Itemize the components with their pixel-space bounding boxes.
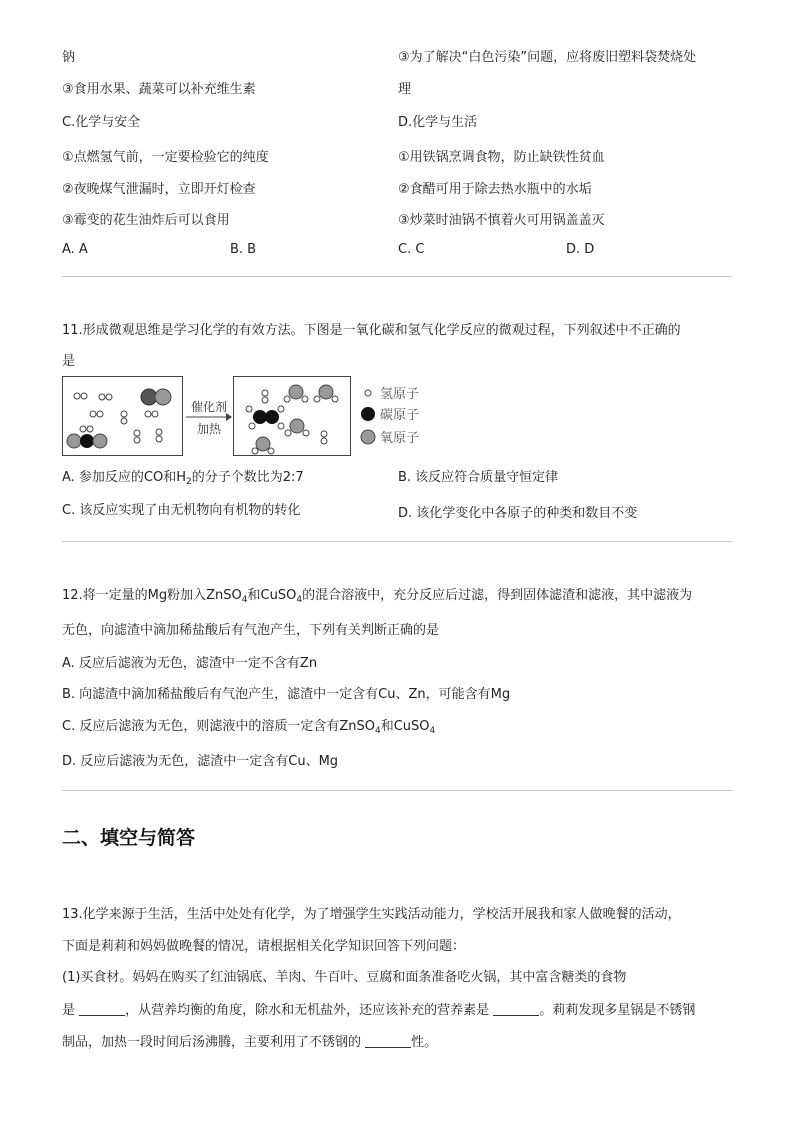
q13-line3: (1)买食材。妈妈在购买了红油锅底、羊肉、牛百叶、豆腐和面条准备吃火锅，其中富含糖类的食物 xyxy=(62,970,627,985)
q12-stem-part: 的混合溶液中，充分反应后过滤，得到固体滤渣和滤液，其中滤液为 xyxy=(302,588,693,603)
choice-d[interactable]: D. D xyxy=(566,242,595,257)
q13-line1: 13.化学来源于生活，生活中处处有化学，为了增强学生实践活动能力，学校活开展我和家人做晚餐的活动， xyxy=(62,907,681,922)
option-a-tail: 钠 xyxy=(62,50,76,65)
q12-choice-b[interactable]: B. 向滤渣中滴加稀盐酸后有气泡产生，滤渣中一定含有Cu、Zn，可能含有Mg xyxy=(62,687,511,702)
answer-blank[interactable] xyxy=(493,1003,539,1016)
q12-choice-c-text: C. 反应后滤液为无色，则滤液中的溶质一定含有ZnSO xyxy=(62,719,375,734)
q12-choice-c-text: 和CuSO xyxy=(380,719,430,734)
option-b-item3-tail: 理 xyxy=(398,82,412,97)
legend-oxygen: 氧原子 xyxy=(380,431,420,446)
q12-choice-a[interactable]: A. 反应后滤液为无色，滤渣中一定不含有Zn xyxy=(62,656,318,671)
option-c-title: C.化学与安全 xyxy=(62,115,141,130)
divider xyxy=(62,790,732,791)
subscript: 4 xyxy=(296,595,303,605)
option-c-item3: ③霉变的花生油炸后可以食用 xyxy=(62,213,230,228)
q12-choice-d[interactable]: D. 反应后滤液为无色，滤渣中一定含有Cu、Mg xyxy=(62,754,339,769)
q13-text: 是 xyxy=(62,1003,76,1018)
divider xyxy=(62,541,732,542)
q13-line4 xyxy=(62,999,695,1018)
option-c-item1: ①点燃氢气前，一定要检验它的纯度 xyxy=(62,150,269,165)
option-d-item3: ③炒菜时油锅不慎着火可用锅盖盖灭 xyxy=(398,213,605,228)
q11-stem-line2: 是 xyxy=(62,354,76,369)
q11-stem-line1: 11.形成微观思维是学习化学的有效方法。下图是一氧化碳和氢气化学反应的微观过程，下列叙述中不正确的 xyxy=(62,323,681,338)
q12-stem-line1 xyxy=(62,584,692,605)
legend-hydrogen: 氢原子 xyxy=(380,387,420,402)
q12-stem-line2: 无色，向滤渣中滴加稀盐酸后有气泡产生，下列有关判断正确的是 xyxy=(62,623,440,638)
arrow-condition-top: 催化剂 xyxy=(190,400,228,414)
q13-text: 性。 xyxy=(411,1035,438,1050)
divider xyxy=(62,276,732,277)
option-c-item2: ②夜晚煤气泄漏时，立即开灯检查 xyxy=(62,182,256,197)
q13-text: 制品，加热一段时间后汤沸腾，主要利用了不锈钢的 xyxy=(62,1035,362,1050)
q12-choice-c[interactable] xyxy=(62,715,435,736)
q11-choice-b[interactable]: B. 该反应符合质量守恒定律 xyxy=(398,470,559,485)
q11-choice-c[interactable]: C. 该反应实现了由无机物向有机物的转化 xyxy=(62,503,301,518)
option-a-item3: ③食用水果、蔬菜可以补充维生素 xyxy=(62,82,256,97)
q11-choice-a[interactable] xyxy=(62,466,304,487)
q13-text: ，从营养均衡的角度，除水和无机盐外，还应该补充的营养素是 xyxy=(125,1003,490,1018)
carbon-atom-legend-icon xyxy=(361,407,375,421)
arrow-condition-bottom: 加热 xyxy=(196,422,222,436)
subscript: 4 xyxy=(374,726,381,736)
q11-choice-a-text: A. 参加反应的CO和H xyxy=(62,470,187,485)
section-title: 二、填空与简答 xyxy=(62,827,196,849)
q12-stem-part: 12.将一定量的Mg粉加入ZnSO xyxy=(62,588,242,603)
answer-blank[interactable] xyxy=(365,1035,411,1048)
q11-choice-a-text-end: 的分子个数比为2:7 xyxy=(191,470,304,485)
choice-c[interactable]: C. C xyxy=(398,242,425,257)
choice-b[interactable]: B. B xyxy=(230,242,257,257)
choice-a[interactable]: A. A xyxy=(62,242,88,257)
q13-line5 xyxy=(62,1031,437,1050)
reaction-diagram xyxy=(62,376,442,456)
answer-blank[interactable] xyxy=(79,1003,125,1016)
option-d-item2: ②食醋可用于除去热水瓶中的水垢 xyxy=(398,182,592,197)
q13-text: 。莉莉发现多星锅是不锈钢 xyxy=(539,1003,696,1018)
q13-line2: 下面是莉莉和妈妈做晚餐的情况，请根据相关化学知识回答下列问题： xyxy=(62,939,466,954)
option-d-title: D.化学与生活 xyxy=(398,115,478,130)
option-d-item1: ①用铁锅烹调食物，防止缺铁性贫血 xyxy=(398,150,605,165)
subscript: 2 xyxy=(186,477,192,487)
oxygen-atom-legend-icon xyxy=(361,430,375,444)
legend-carbon: 碳原子 xyxy=(380,408,420,423)
hydrogen-atom-legend-icon xyxy=(365,390,371,396)
subscript: 4 xyxy=(429,726,436,736)
option-b-item3: ③为了解决“白色污染”问题，应将废旧塑料袋焚烧处 xyxy=(398,50,697,65)
subscript: 4 xyxy=(241,595,248,605)
q12-stem-part: 和CuSO xyxy=(247,588,297,603)
q11-choice-d[interactable]: D. 该化学变化中各原子的种类和数目不变 xyxy=(398,506,638,521)
